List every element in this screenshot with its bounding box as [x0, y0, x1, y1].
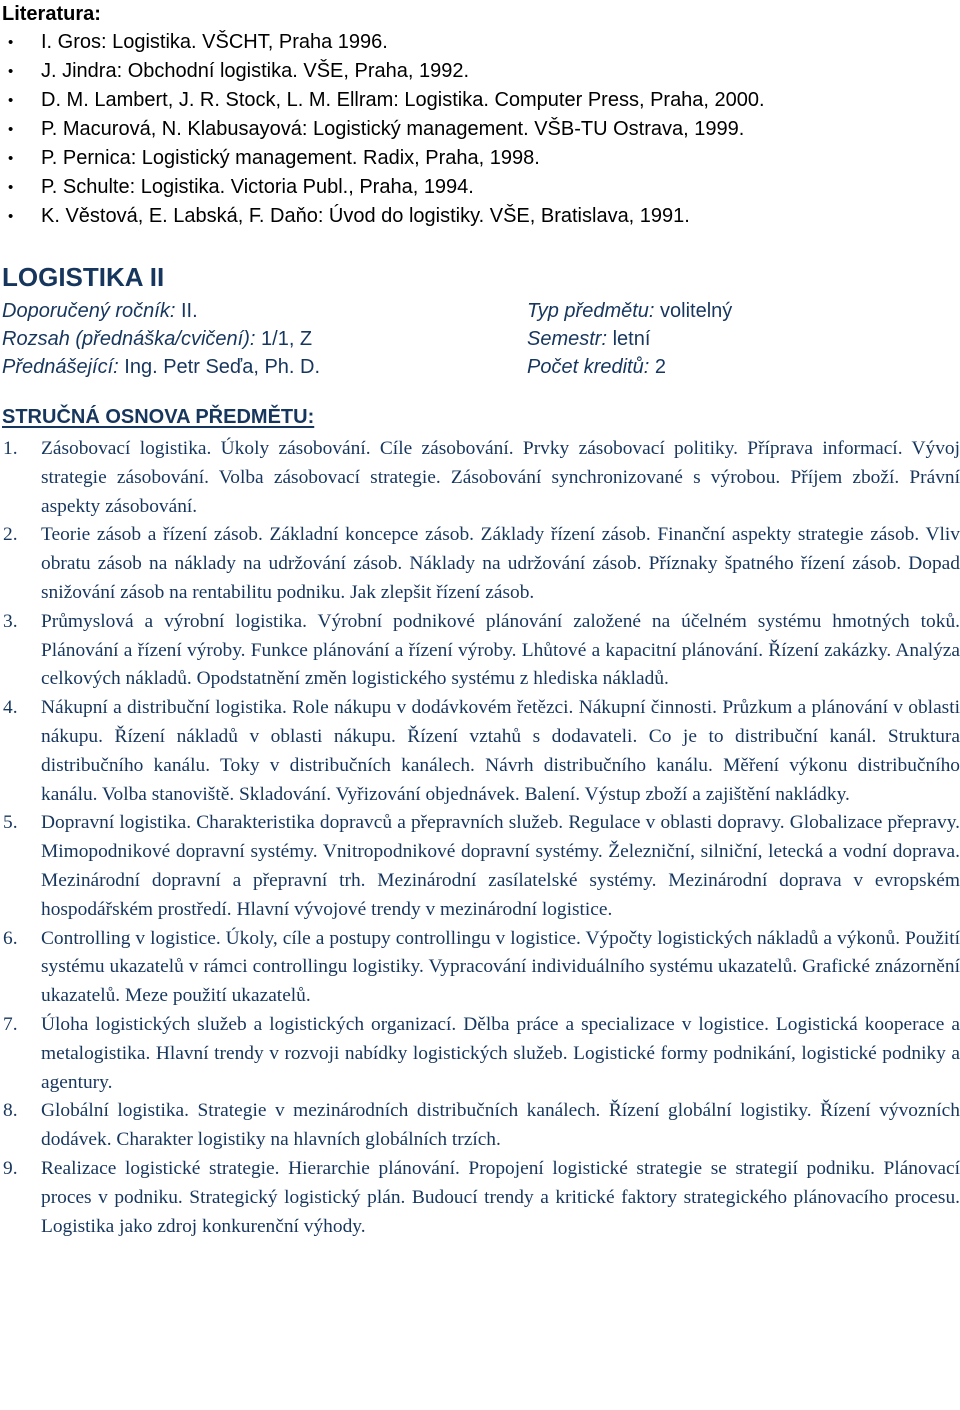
literature-item [0, 115, 765, 144]
bullet-icon: • [8, 92, 14, 109]
course-scope [2, 325, 312, 353]
topic-text: Nákupní a distribuční logistika. Role nákupu v dodávkovém řetězci. Nákupní činnosti. Průzkum a plánování v oblasti nákupu. Řízení nákladů v oblasti nákupu. Řízení vztahů s dodavateli. Co je to distribuční kanál. Struktura distribučního kanálu. Toky v distribučních kanálech. Návrh distribučního kanálu. Měření výkonu distribučního kanálu. Volba stanoviště. Skladování. Vyřizování objednávek. Balení. Výstup zboží a zajištění nakládky. [41, 697, 960, 805]
topic-number: 8. [3, 1100, 18, 1122]
bullet-icon: • [8, 179, 14, 196]
literature-item-text: J. Jindra: Obchodní logistika. VŠE, Praha, 1992. [41, 60, 470, 82]
topic-number: 9. [3, 1157, 18, 1179]
topic-number: 4. [3, 697, 18, 719]
course-credits [527, 353, 666, 381]
outline-topic [0, 608, 960, 694]
topic-number: 2. [3, 524, 18, 546]
topic-text: Controlling v logistice. Úkoly, cíle a postupy controllingu v logistice. Výpočty logistických nákladů a výkonů. Použití systému ukazatelů v rámci controllingu logistiky. Vypracování individuálního systému ukazatelů. Grafické znázornění ukazatelů. Meze použití ukazatelů. [41, 927, 960, 1007]
outline-topic [0, 1155, 960, 1241]
literature-item-text: K. Věstová, E. Labská, F. Daňo: Úvod do logistiky. VŠE, Bratislava, 1991. [41, 205, 690, 227]
topic-number: 6. [3, 927, 18, 949]
course-title: LOGISTIKA II [2, 262, 165, 292]
outline-topic [0, 1011, 960, 1097]
bullet-icon: • [8, 150, 14, 167]
literature-item-text: I. Gros: Logistika. VŠCHT, Praha 1996. [41, 31, 388, 53]
bullet-icon: • [8, 34, 14, 51]
literature-item [0, 144, 765, 173]
literature-item [0, 86, 765, 115]
course-type [527, 297, 732, 325]
course-lecturer-value: Ing. Petr Seďa, Ph. D. [124, 356, 321, 378]
course-semester [527, 325, 650, 353]
course-semester-value: letní [612, 328, 651, 350]
literature-item [0, 28, 765, 57]
course-scope-label: Rozsah (přednáška/cvičení): [2, 328, 256, 350]
course-scope-value: 1/1, Z [261, 328, 313, 350]
topic-number: 1. [3, 438, 18, 459]
topic-text: Realizace logistické strategie. Hierarchie plánování. Propojení logistické strategie se strategií podniku. Plánovací proces v podniku. Strategický logistický plán. Budoucí trendy a kritické faktory strategického plánovacího procesu. Logistika jako zdroj konkurenční výhody. [41, 1157, 960, 1237]
topic-text: Úloha logistických služeb a logistických organizací. Dělba práce a specializace v logistice. Logistická kooperace a metalogistika. Hlavní trendy v rozvoji nabídky logistických služeb. Logistické formy podnikání, logistické podniky a agentury. [41, 1013, 960, 1093]
topic-number: 5. [3, 812, 18, 834]
literature-item-text: P. Schulte: Logistika. Victoria Publ., Praha, 1994. [41, 176, 474, 198]
outline-list [0, 435, 960, 1241]
course-type-label: Typ předmětu: [527, 300, 655, 322]
course-semester-label: Semestr: [527, 328, 608, 350]
literature-item [0, 173, 765, 202]
course-lecturer-label: Přednášející: [2, 356, 119, 378]
topic-text: Globální logistika. Strategie v mezinárodních distribučních kanálech. Řízení globální logistiky. Řízení vývozních dodávek. Charakter logistiky na hlavních globálních trzích. [41, 1100, 960, 1151]
outline-topic [0, 694, 960, 809]
course-type-value: volitelný [660, 300, 733, 322]
bullet-icon: • [8, 63, 14, 80]
outline-heading: STRUČNÁ OSNOVA PŘEDMĚTU: [2, 406, 315, 428]
recommended-year [2, 297, 198, 325]
outline-topic [0, 1097, 960, 1155]
topic-text: Dopravní logistika. Charakteristika dopravců a přepravních služeb. Regulace v oblasti dopravy. Globalizace přepravy. Mimopodnikové dopravní systémy. Vnitropodnikové dopravní systémy. Železniční, silniční, letecká a vodní doprava. Mezinárodní dopravní a přepravní trh. Mezinárodní zasílatelské systémy. Mezinárodní doprava v evropském hospodářském prostředí. Hlavní vývojové trendy v mezinárodní logistice. [41, 812, 960, 920]
literature-list [0, 28, 765, 231]
topic-number: 7. [3, 1013, 18, 1035]
bullet-icon: • [8, 121, 14, 138]
outline-topic [0, 435, 960, 521]
topic-text: Zásobovací logistika. Úkoly zásobování. Cíle zásobování. Prvky zásobovací politiky. Příprava informací. Vývoj strategie zásobování. Volba zásobovací strategie. Zásobování synchronizované s výrobou. Příjem zboží. Právní aspekty zásobování. [41, 438, 960, 517]
topic-text: Teorie zásob a řízení zásob. Základní koncepce zásob. Základy řízení zásob. Finanční aspekty strategie zásob. Vliv obratu zásob na náklady na udržování zásob. Náklady na udržování zásob. Příznaky špatného řízení zásob. Dopad snižování zásob na rentabilitu podniku. Jak zlepšit řízení zásob. [41, 524, 960, 603]
literature-item-text: P. Macurová, N. Klabusayová: Logistický management. VŠB-TU Ostrava, 1999. [41, 118, 745, 140]
literature-heading: Literatura: [2, 3, 101, 25]
literature-item [0, 57, 765, 86]
recommended-year-label: Doporučený ročník: [2, 300, 176, 322]
course-lecturer [2, 353, 320, 381]
bullet-icon: • [8, 208, 14, 225]
literature-item-text: D. M. Lambert, J. R. Stock, L. M. Ellram: Logistika. Computer Press, Praha, 2000. [41, 89, 765, 111]
recommended-year-value: II. [180, 300, 198, 322]
outline-topic [0, 925, 960, 1011]
topic-number: 3. [3, 610, 18, 632]
outline-topic [0, 809, 960, 924]
course-credits-label: Počet kreditů: [527, 356, 650, 378]
literature-item-text: P. Pernica: Logistický management. Radix, Praha, 1998. [41, 147, 540, 169]
course-credits-value: 2 [654, 356, 666, 378]
outline-topic [0, 521, 960, 607]
topic-text: Průmyslová a výrobní logistika. Výrobní podnikové plánování založené na účelném systému hmotných toků. Plánování a řízení výroby. Funkce plánování a řízení výroby. Lhůtové a kapacitní plánování. Řízení zakázky. Analýza celkových nákladů. Opodstatnění změn logistického systému z hlediska nákladů. [41, 610, 960, 690]
literature-item [0, 202, 765, 231]
